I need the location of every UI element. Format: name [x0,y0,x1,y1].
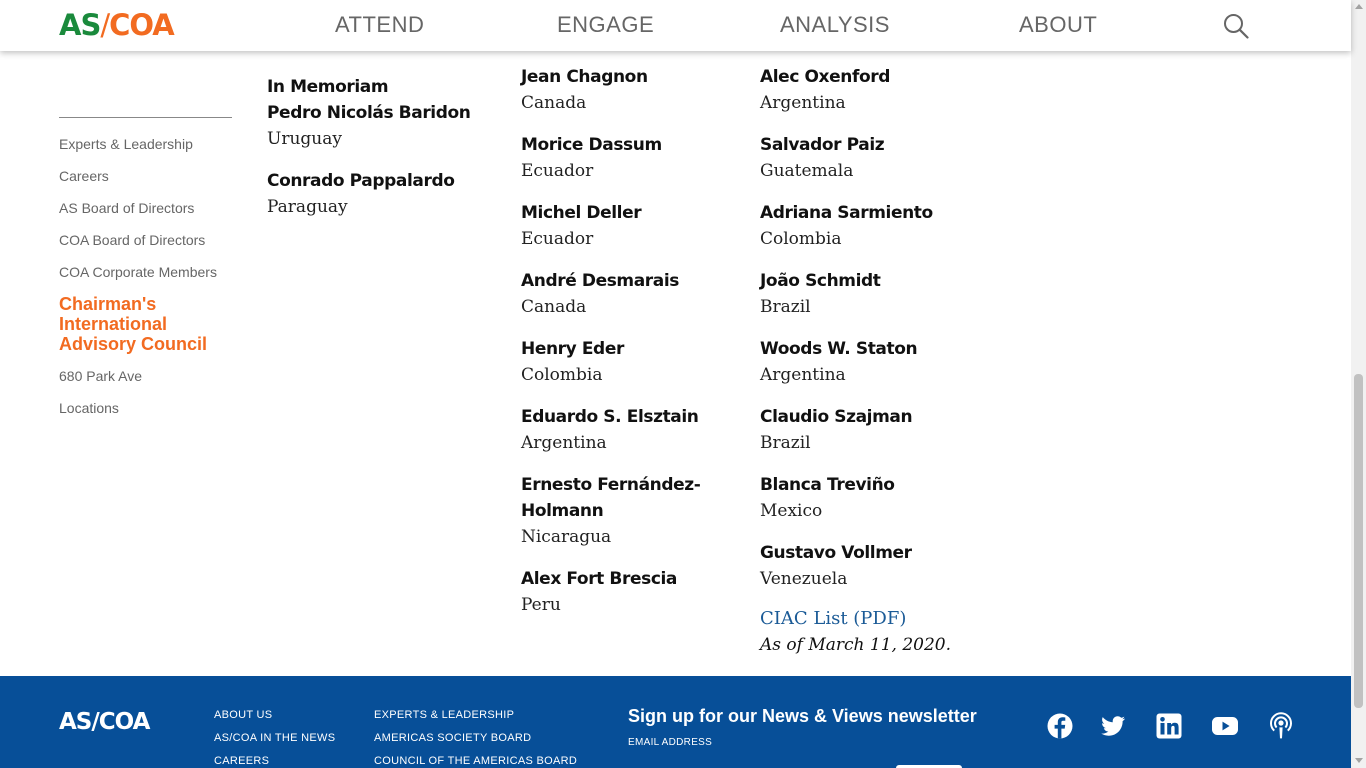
member-chagnon [521,64,648,116]
member-country: Paraguay [267,197,348,217]
youtube-icon[interactable] [1211,712,1239,740]
scroll-down-arrow-icon[interactable] [1355,758,1363,763]
member-name: Claudio Szajman [760,407,913,427]
nav-about[interactable]: ABOUT [1019,12,1098,37]
scroll-up-arrow-icon[interactable] [1355,4,1363,9]
footer-logo[interactable]: AS/COA [59,709,150,735]
member-country: Argentina [760,365,846,385]
footer-link-coa-board[interactable]: COUNCIL OF THE AMERICAS BOARD [374,755,578,767]
member-fernandez-holmann [521,472,700,550]
sidebar-item-careers[interactable]: Careers [59,168,109,184]
member-oxenford [760,64,890,116]
member-name: Conrado Pappalardo [267,171,455,191]
logo-as: AS [59,8,101,42]
member-country: Colombia [760,229,842,249]
member-country: Ecuador [521,161,594,181]
member-name-line2: Holmann [521,501,604,521]
member-desmarais [521,268,679,320]
member-fort-brescia [521,566,677,618]
member-name: Adriana Sarmiento [760,203,933,223]
member-country: Uruguay [267,129,342,149]
member-country: Canada [521,93,587,113]
page-scrollbar[interactable] [1351,0,1366,768]
member-name: Gustavo Vollmer [760,543,912,563]
search-icon[interactable] [1223,13,1249,39]
member-country: Colombia [521,365,603,385]
as-of-date: As of March 11, 2020. [760,635,951,655]
member-baridon [267,74,470,152]
member-schmidt [760,268,881,320]
member-country: Peru [521,595,561,615]
footer-link-as-board[interactable]: AMERICAS SOCIETY BOARD [374,732,532,744]
member-name: Salvador Paiz [760,135,885,155]
member-country: Brazil [760,433,811,453]
logo-coa: COA [109,8,174,42]
member-country: Guatemala [760,161,854,181]
sidebar-item-ciac-active[interactable]: Chairman's International Advisory Council [59,294,208,354]
member-country: Ecuador [521,229,594,249]
site-footer [0,676,1351,768]
member-name: Alex Fort Brescia [521,569,677,589]
member-name: Jean Chagnon [521,67,648,87]
member-country: Nicaragua [521,527,612,547]
ciac-pdf-link[interactable]: CIAC List (PDF) [760,608,907,629]
footer-link-careers[interactable]: CAREERS [214,755,270,767]
member-country: Canada [521,297,587,317]
footer-link-in-the-news[interactable]: AS/COA IN THE NEWS [214,732,336,744]
email-label: EMAIL ADDRESS [628,737,713,748]
member-deller [521,200,641,252]
site-header [0,0,1351,51]
asc-logo[interactable] [59,8,174,42]
sidebar-item-park-ave[interactable]: 680 Park Ave [59,368,143,384]
member-staton [760,336,917,388]
memoriam-label: In Memoriam [267,77,389,97]
sidebar-item-coa-board[interactable]: COA Board of Directors [59,232,206,248]
footer-link-about-us[interactable]: ABOUT US [214,709,273,721]
linkedin-icon[interactable] [1155,712,1183,740]
member-name-line1: Ernesto Fernández- [521,475,701,495]
twitter-icon[interactable] [1099,712,1127,740]
scroll-thumb[interactable] [1354,374,1363,708]
member-vollmer [760,540,912,592]
podcast-icon[interactable] [1267,712,1295,740]
member-country: Argentina [521,433,607,453]
member-name: Woods W. Staton [760,339,918,359]
nav-analysis[interactable]: ANALYSIS [780,12,890,37]
footer-link-experts[interactable]: EXPERTS & LEADERSHIP [374,709,515,721]
member-szajman [760,404,912,456]
nav-attend[interactable]: ATTEND [335,12,425,37]
member-name: João Schmidt [760,271,881,291]
member-sarmiento [760,200,933,252]
sidebar-item-corporate-members[interactable]: COA Corporate Members [59,264,217,280]
member-name: Michel Deller [521,203,642,223]
sidebar-divider [59,117,232,118]
member-eder [521,336,624,388]
sidebar-item-as-board[interactable]: AS Board of Directors [59,200,195,216]
member-dassum [521,132,662,184]
nav-engage[interactable]: ENGAGE [557,12,655,37]
member-name: Henry Eder [521,339,624,359]
member-name: Pedro Nicolás Baridon [267,103,471,123]
sidebar-item-locations[interactable]: Locations [59,400,119,416]
member-trevino [760,472,895,524]
logo-slash: / [100,8,110,42]
member-name: Alec Oxenford [760,67,890,87]
member-name: André Desmarais [521,271,680,291]
member-pappalardo [267,168,455,220]
member-paiz [760,132,884,184]
facebook-icon[interactable] [1046,712,1074,740]
newsletter-heading: Sign up for our News & Views newsletter [628,706,977,726]
member-country: Mexico [760,501,823,521]
sidebar-item-experts[interactable]: Experts & Leadership [59,136,193,152]
member-name: Morice Dassum [521,135,662,155]
member-country: Argentina [760,93,846,113]
member-country: Venezuela [760,569,848,589]
member-country: Brazil [760,297,811,317]
member-name: Eduardo S. Elsztain [521,407,699,427]
member-elsztain [521,404,699,456]
member-name: Blanca Treviño [760,475,895,495]
